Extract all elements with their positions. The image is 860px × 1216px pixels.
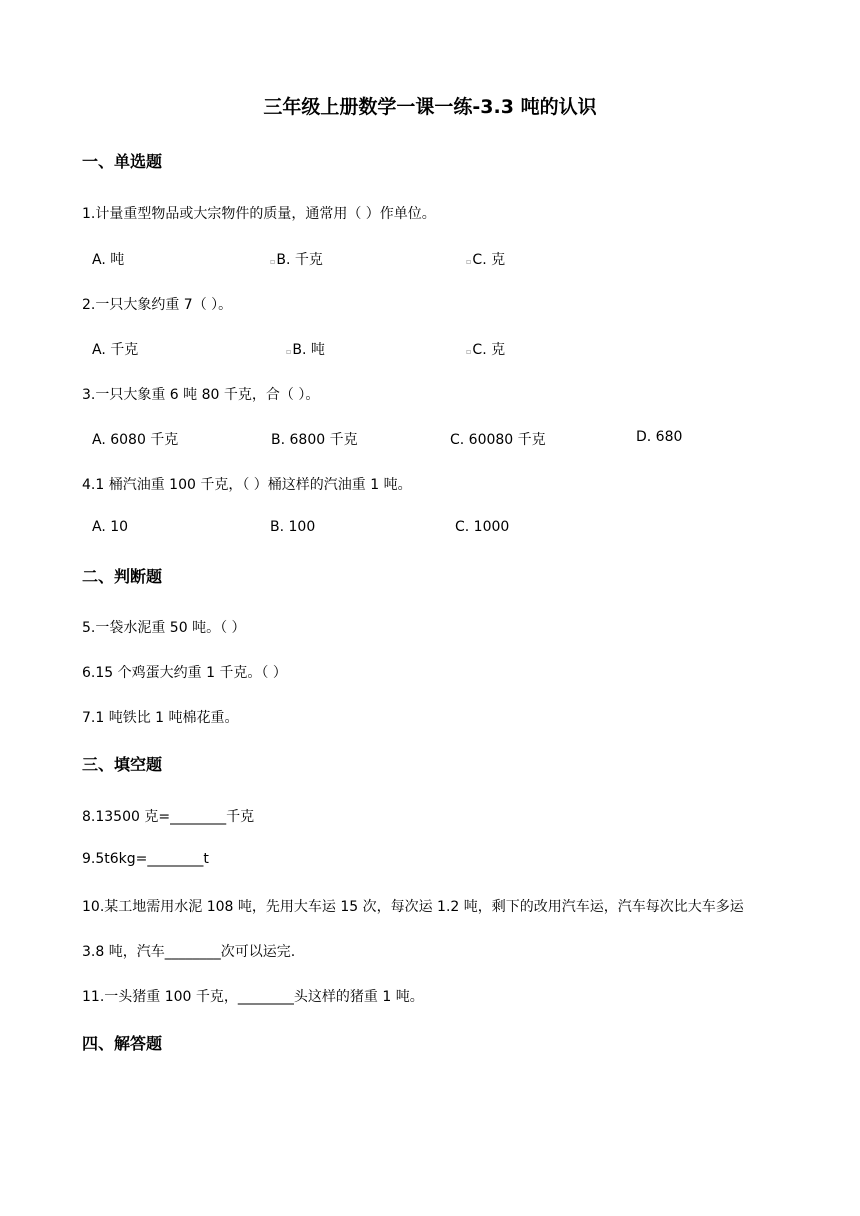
q3-option-b[interactable]: B. 6800 千克 bbox=[271, 432, 358, 448]
q4-option-a[interactable]: A. 10 bbox=[92, 519, 129, 535]
q4-option-b[interactable]: B. 100 bbox=[270, 519, 316, 535]
q1-option-b-label: B. 千克 bbox=[276, 252, 323, 268]
question-3: 3.一只大象重 6 吨 80 千克，合（ ）。 bbox=[82, 387, 320, 403]
q3-option-d[interactable]: D. 680 bbox=[636, 429, 683, 445]
question-7: 7.1 吨铁比 1 吨棉花重。 bbox=[82, 710, 239, 726]
anchor-mark-icon: ▫ bbox=[466, 347, 472, 356]
question-10-line-2: 3.8 吨，汽车________次可以运完. bbox=[82, 944, 296, 960]
question-5: 5.一袋水泥重 50 吨。（ ） bbox=[82, 620, 246, 636]
section-heading-single-choice: 一、单选题 bbox=[82, 152, 163, 171]
q1-option-b[interactable] bbox=[270, 249, 323, 269]
question-6: 6.15 个鸡蛋大约重 1 千克。（ ） bbox=[82, 665, 287, 681]
q2-option-b-label: B. 吨 bbox=[292, 342, 325, 358]
q2-option-c-label: C. 克 bbox=[472, 342, 506, 358]
q1-option-c-label: C. 克 bbox=[472, 252, 506, 268]
question-9: 9.5t6kg=________t bbox=[82, 851, 209, 867]
question-11: 11.一头猪重 100 千克，________头这样的猪重 1 吨。 bbox=[82, 989, 424, 1005]
question-2: 2.一只大象约重 7（ ）。 bbox=[82, 297, 233, 313]
anchor-mark-icon: ▫ bbox=[466, 257, 472, 266]
q3-option-c[interactable]: C. 60080 千克 bbox=[450, 432, 546, 448]
section-heading-fill-blank: 三、填空题 bbox=[82, 755, 163, 774]
q1-option-a[interactable]: A. 吨 bbox=[92, 252, 125, 268]
q2-option-c[interactable] bbox=[466, 339, 505, 359]
question-1: 1.计量重型物品或大宗物件的质量，通常用（ ）作单位。 bbox=[82, 206, 436, 222]
question-4: 4.1 桶汽油重 100 千克，（ ）桶这样的汽油重 1 吨。 bbox=[82, 477, 412, 493]
section-heading-answer: 四、解答题 bbox=[82, 1034, 163, 1053]
section-heading-true-false: 二、判断题 bbox=[82, 567, 163, 586]
question-10-line-1: 10.某工地需用水泥 108 吨，先用大车运 15 次，每次运 1.2 吨，剩下的改用汽车运，汽车每次比大车多运 bbox=[82, 899, 744, 915]
anchor-mark-icon: ▫ bbox=[270, 257, 276, 266]
q2-option-b[interactable] bbox=[286, 339, 325, 359]
q4-option-c[interactable]: C. 1000 bbox=[455, 519, 510, 535]
page-title: 三年级上册数学一课一练-3.3 吨的认识 bbox=[263, 96, 597, 118]
question-8: 8.13500 克=________千克 bbox=[82, 809, 255, 825]
q2-option-a[interactable]: A. 千克 bbox=[92, 342, 139, 358]
anchor-mark-icon: ▫ bbox=[286, 347, 292, 356]
q1-option-c[interactable] bbox=[466, 249, 505, 269]
q3-option-a[interactable]: A. 6080 千克 bbox=[92, 432, 179, 448]
